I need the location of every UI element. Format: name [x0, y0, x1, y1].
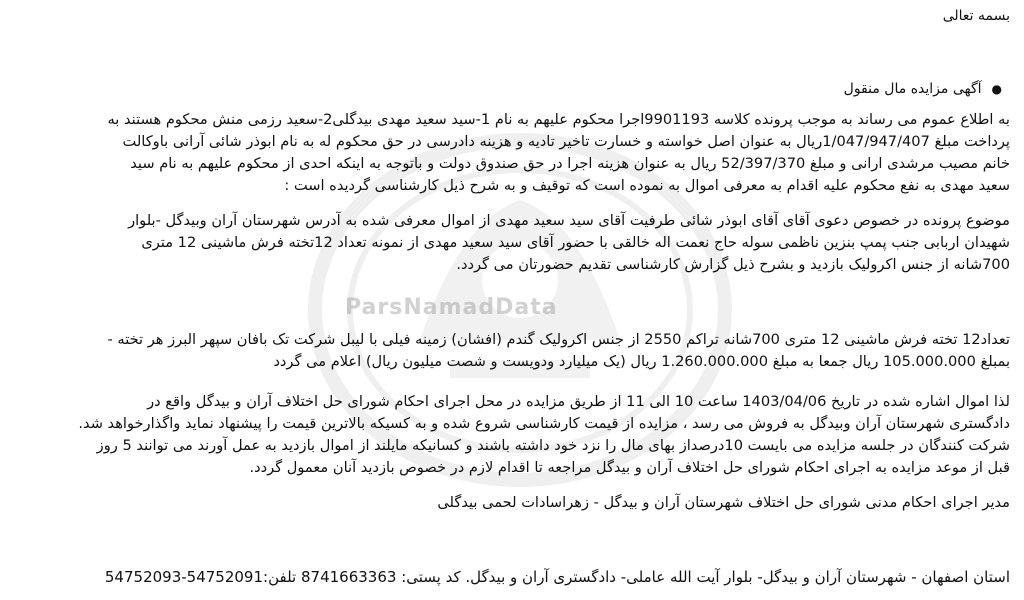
text-line: تعداد12 تخته فرش ماشینی 12 متری 700شانه تراکم 2550 از جنس اکرولیک گندم (افشان) زمینه فیلی با لیبل شرکت تک بافان سپهر البرز هر تخته -: [107, 331, 1010, 348]
paragraph-case-subject: [8, 211, 1010, 277]
watermark-text: ParsNamadData: [345, 295, 558, 320]
text-line: موضوع پرونده در خصوص دعوی آقای آقای ابوذر شائی طرفیت آقای سید سعید مهدی از اموال معرفی شده به آدرس شهرستان آران وبیدگل -بلوار: [128, 212, 1010, 229]
text-line: لذا اموال اشاره شده در تاریخ 1403/04/06 ساعت 10 الی 11 از طریق مزایده در محل اجرای احکام شورای حل اختلاف آران و بیدگل واقع در: [147, 393, 1010, 410]
notice-heading-text: آگهی مزایده مال منقول: [843, 81, 982, 97]
bullet-icon: ●: [991, 82, 1002, 96]
text-line: قبل از موعد مزایده به اجرای احکام شورای حل اختلاف آران و بیدگل مراجعه تا اقدام لازم در خصوص بازدید آنان معمول گردد.: [249, 459, 1010, 476]
text-line: مدیر اجرای احکام مدنی شورای حل اختلاف شهرستان آران و بیدگل - زهراسادات لحمی بیدگلی: [437, 494, 1010, 511]
paragraph-address: [8, 567, 1010, 587]
text-line: پرداخت مبلغ 1/047/947/407ریال به عنوان اصل خواسته و خسارت تاخیر تادیه و هزینه دادرسی در حق محکوم له به نام ابوذر شائی آرانی باوکالت: [122, 133, 1010, 150]
paragraph-case-summary: [8, 110, 1010, 198]
text-line: بمبلغ 105.000.000 ریال جمعا به مبلغ 1.260.000.000 ریال (یک میلیارد ودویست و شصت میلیون ریال) اعلام می گردد: [273, 353, 1010, 370]
paragraph-appraisal: [8, 330, 1010, 374]
text-line: استان اصفهان - شهرستان آران و بیدگل- بلوار آیت الله عاملی- دادگستری آران و بیدگل. کد پستی: 8741663363 تلفن:54752091-54752093: [104, 568, 1010, 586]
text-line: شهیدان اربابی جنب پمپ بنزین ناظمی سوله حاج نعمت اله خالقی با حضور آقای سید سعید مهدی از نمونه تعداد 12تخته فرش ماشینی 12 متری: [141, 234, 1010, 251]
paragraph-auction-terms: [8, 392, 1010, 480]
text-line: دادگستری شهرستان آران وبیدگل به فروش می رسد ، مزایده از قیمت کارشناسی شروع شده و به کسیکه بالاترین قیمت را پیشنهاد نماید واگذارخواهد شد.: [78, 415, 1010, 432]
text-line: سعید مهدی به نفع محکوم علیه اقدام به معرفی اموال به نموده است که توقیف و به شرح ذیل کارشناسی گردیده است :: [284, 177, 1010, 194]
text-line: 700شانه از جنس اکرولیک بازدید و بشرح ذیل گزارش کارشناسی تقدیم حضورتان می گردد.: [456, 256, 1010, 273]
paragraph-signatory: [8, 493, 1010, 513]
text-line: شرکت کنندگان در جلسه مزایده می بایست 10درصداز بهای مال را نزد خود داشته باشند و کسانیکه مایلند از اموال بازدید به عمل آورند می توانند 5 روز: [96, 437, 1010, 454]
notice-heading: [8, 79, 1002, 99]
header-title: بسمه تعالی: [942, 8, 1010, 24]
text-line: به اطلاع عموم می رساند به موجب پرونده کلاسه 9901193اجرا محکوم علیهم به نام 1-سید سعید مهدی بیدگلی2-سعید رزمی منش محکوم هستند به: [107, 111, 1010, 128]
text-line: خانم مصیب مرشدی ارانی و مبلغ 52/397/370 ریال به عنوان هزینه اجرا در حق صندوق دولت و باتوجه به اینکه احدی از محکوم علیهم به نام سید: [130, 155, 1010, 172]
